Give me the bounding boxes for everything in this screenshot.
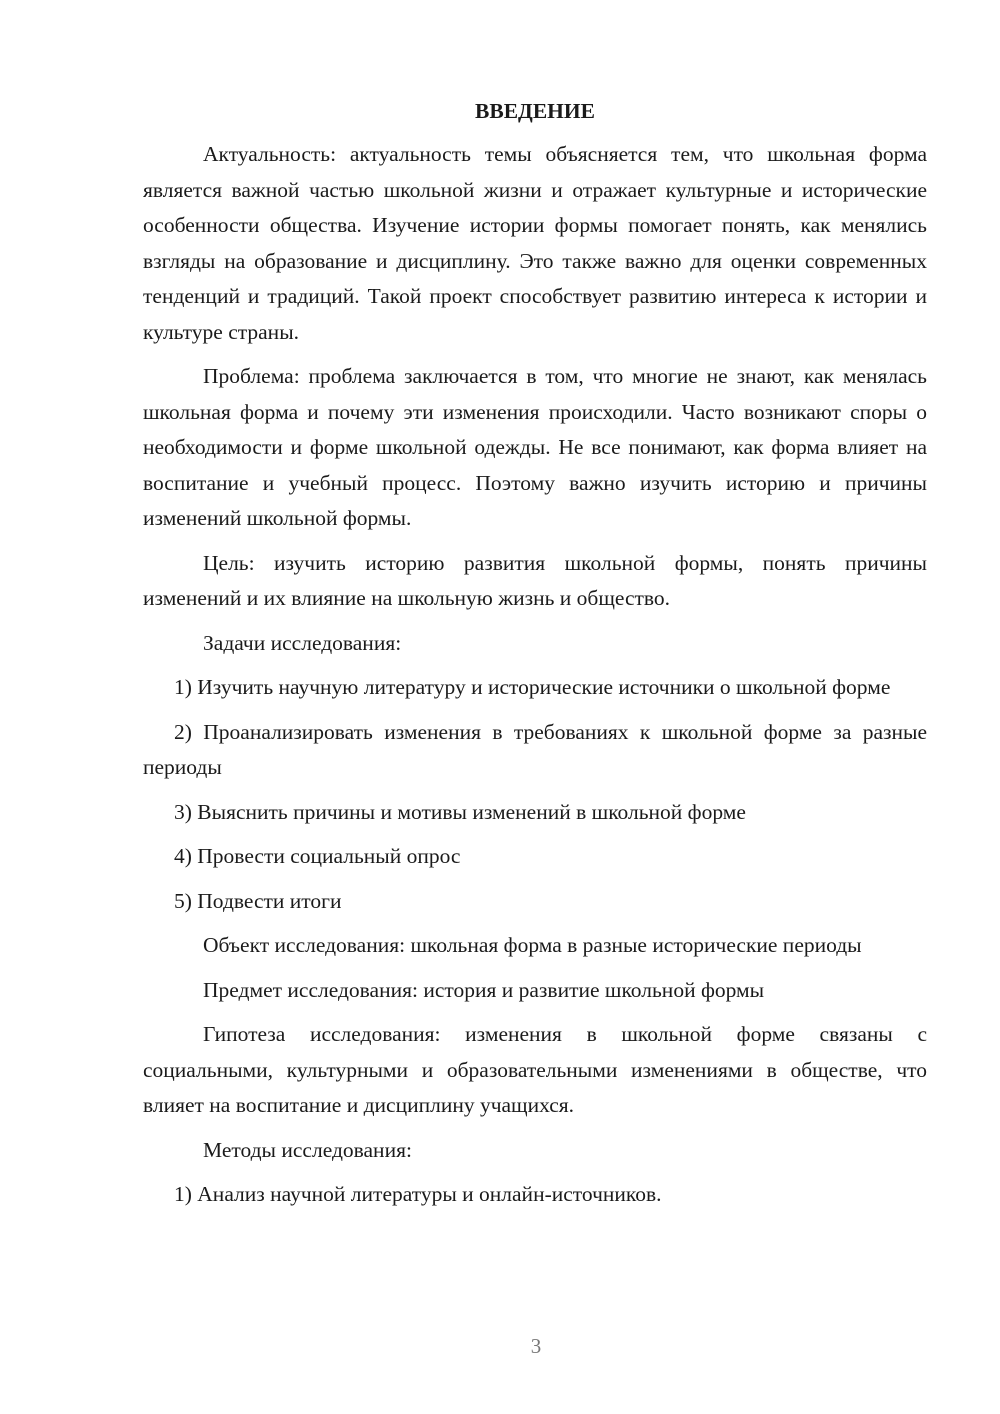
task-item-3: 3) Выяснить причины и мотивы изменений в школьной форме	[174, 799, 746, 824]
page-content	[143, 96, 927, 1222]
subject-paragraph: Предмет исследования: история и развитие школьной формы	[203, 977, 765, 1002]
object-paragraph: Объект исследования: школьная форма в разные исторические периоды	[203, 933, 862, 957]
methods-heading: Методы исследования:	[203, 1137, 412, 1162]
task-item-4: 4) Провести социальный опрос	[174, 844, 461, 868]
task-item-5: 5) Подвести итоги	[174, 888, 342, 913]
goal-paragraph: Цель: изучить историю развития школьной формы, понять причины изменений и их влияние на школьную жизнь и общество.	[143, 550, 927, 610]
task-item-1: 1) Изучить научную литературу и исторические источники о школьной форме	[174, 675, 891, 699]
hypothesis-paragraph: Гипотеза исследования: изменения в школьной форме связаны с социальными, культурными и образовательными изменениями в обществе, что влияет на воспитание и дисциплину учащихся.	[143, 1022, 927, 1117]
task-item-2: 2) Проанализировать изменения в требованиях к школьной форме за разные периоды	[143, 719, 927, 779]
page-number: 3	[530, 1334, 542, 1358]
tasks-heading: Задачи исследования:	[203, 630, 402, 655]
method-item-1: 1) Анализ научной литературы и онлайн-источников.	[174, 1182, 662, 1206]
problem-paragraph: Проблема: проблема заключается в том, что многие не знают, как менялась школьная форма и почему эти изменения происходили. Часто возникают споры о необходимости и форме школьной одежды. Не все понимают, как форма влияет на воспитание и учебный процесс. Поэтому важно изучить историю и причины изменений школьной формы.	[143, 364, 927, 530]
relevance-paragraph: Актуальность: актуальность темы объясняется тем, что школьная форма является важной частью школьной жизни и отражает культурные и исторические особенности общества. Изучение истории формы помогает понять, как менялись взгляды на образование и дисциплину. Это также важно для оценки современных тенденций и традиций. Такой проект способствует развитию интереса к истории и культуре страны.	[143, 142, 927, 344]
page-title: ВВЕДЕНИЕ	[475, 99, 595, 123]
